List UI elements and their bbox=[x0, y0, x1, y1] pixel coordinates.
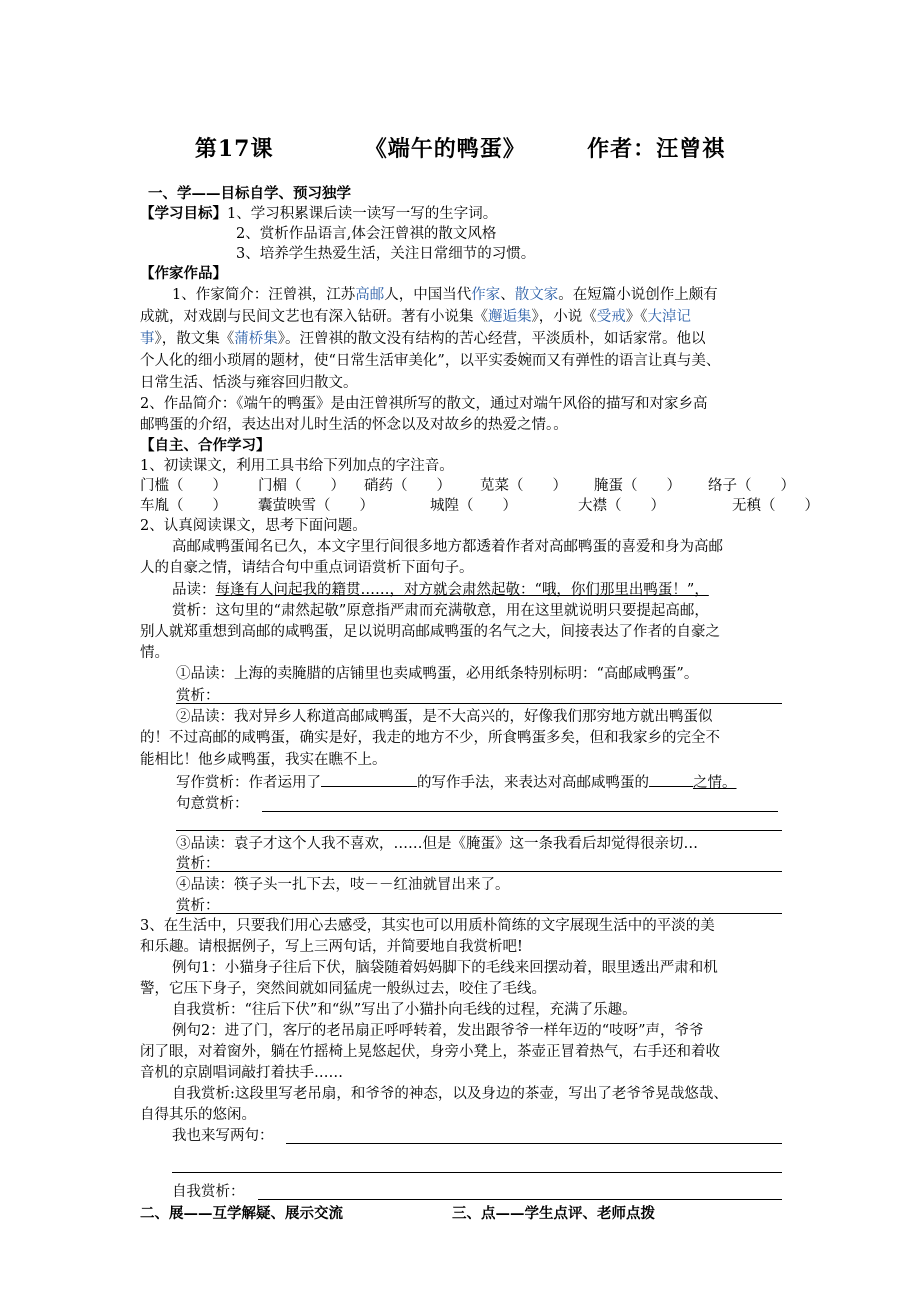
section1-heading: 一、学——目标自学、预习独学 bbox=[148, 185, 351, 202]
read-text: 每逢有人问起我的籍贯……，对方就会肃然起敬：“哦，你们那里出鸭蛋！”， bbox=[215, 582, 709, 598]
answer-label-4: 赏析： bbox=[176, 898, 220, 914]
example-2-line3: 音机的京剧唱词敲打着扶手…… bbox=[140, 1065, 343, 1081]
read-label: 品读： bbox=[172, 582, 216, 598]
example-2-line1: 例句2：进了门，客厅的老吊扇正呼呼转着，发出跟爷爷一样年迈的“吱呀”声，爷爷 bbox=[172, 1023, 704, 1039]
blank-feeling[interactable] bbox=[649, 772, 693, 787]
word-item: 门槛（ ） bbox=[140, 478, 227, 494]
bio-text: 》，小说《 bbox=[531, 309, 597, 325]
bio-text: 成就，对戏剧与民间文艺也有深入钻研。著有小说集《 bbox=[140, 309, 488, 325]
link-writer[interactable]: 作家 bbox=[471, 287, 501, 303]
bio-line1 bbox=[172, 285, 718, 305]
question-2-line1: ②品读：我对异乡人称道高邮咸鸭蛋，是不大高兴的，好像我们那穷地方就出鸭蛋似 bbox=[176, 709, 713, 725]
link-xiehou[interactable]: 邂逅集 bbox=[488, 309, 532, 325]
self-analysis-2-line1: 自我赏析:这段里写老吊扇，和爷爷的神态，以及身边的茶壶，写出了老爷爷晃哉悠哉、 bbox=[172, 1086, 728, 1102]
passage-line2: 人的自豪之情，请结合句中重点词语赏析下面句子。 bbox=[140, 560, 474, 576]
question-2-line3: 能相比！他乡咸鸭蛋，我实在瞧不上。 bbox=[140, 752, 387, 768]
section2-heading: 二、展——互学解疑、展示交流 bbox=[140, 1205, 343, 1222]
word-item: 车胤（ ） bbox=[140, 498, 227, 514]
word-item: 囊萤映雪（ ） bbox=[258, 498, 374, 514]
intro-line2: 邮鸭蛋的介绍，表达出对儿时生活的怀念以及对故乡的热爱之情。。 bbox=[140, 417, 568, 433]
my-sentence-label: 我也来写两句： bbox=[172, 1128, 274, 1144]
bio-line2 bbox=[140, 307, 691, 327]
question-1: ①品读：上海的卖腌腊的店铺里也卖咸鸭蛋，必用纸条特别标明：“高邮咸鸭蛋”。 bbox=[176, 666, 699, 682]
analysis-line2: 别人就郑重想到高邮的咸鸭蛋，足以说明高邮咸鸭蛋的名气之大，间接表达了作者的自豪之 bbox=[140, 624, 720, 640]
bio-line4: 个人化的细小琐屑的题材，使“日常生活审美化”，以平实委婉而又有弹性的语言让真与美、 bbox=[140, 353, 721, 369]
link-essayist[interactable]: 散文家 bbox=[514, 287, 559, 303]
bio-text: 人，中国当代 bbox=[384, 287, 472, 303]
link-gaoyou[interactable]: 高邮 bbox=[355, 287, 385, 303]
task-3-line2: 和乐趣。请根据例子，写上三两句话，并简要地自我赏析吧! bbox=[140, 939, 523, 955]
bio-text: 、 bbox=[500, 287, 515, 303]
goal-3: 3、培养学生热爱生活，关注日常细节的习惯。 bbox=[236, 246, 536, 262]
word-item: 腌蛋（ ） bbox=[594, 478, 681, 494]
answer-line-1[interactable] bbox=[176, 703, 782, 704]
link-shoujie[interactable]: 受戒 bbox=[596, 309, 626, 325]
writing-middle: 的写作手法，来表达对高邮咸鸭蛋的 bbox=[417, 775, 649, 791]
goal-2: 2、赏析作品语言,体会汪曾祺的散文风格 bbox=[236, 226, 497, 242]
writing-analysis bbox=[176, 772, 737, 793]
read-example bbox=[172, 580, 709, 600]
sentence-line-1[interactable] bbox=[262, 811, 778, 812]
bio-text: 》，散文集《 bbox=[154, 331, 235, 347]
my-analysis-label: 自我赏析： bbox=[172, 1184, 245, 1200]
word-item: 硝药（ ） bbox=[364, 478, 451, 494]
question-4: ④品读：筷子头一扎下去，吱－－红油就冒出来了。 bbox=[176, 877, 510, 893]
task-3-line1: 3、在生活中，只要我们用心去感受，其实也可以用质朴简练的文字展现生活中的平淡的美 bbox=[140, 918, 715, 934]
self-analysis-1: 自我赏析：“往后下伏”和“纵”写出了小猫扑向毛线的过程，充满了乐趣。 bbox=[172, 1002, 637, 1018]
link-danao-end[interactable]: 事 bbox=[140, 331, 155, 347]
bio-line3 bbox=[140, 329, 706, 349]
bio-text: 》《 bbox=[625, 309, 648, 325]
task-1: 1、初读课文，利用工具书给下列加点的字注音。 bbox=[140, 458, 454, 474]
my-analysis-line[interactable] bbox=[258, 1199, 782, 1200]
link-puqiao[interactable]: 蒲桥集 bbox=[234, 331, 278, 347]
example-1-line1: 例句1：小猫身子往后下伏，脑袋随着妈妈脚下的毛线来回摆动着，眼里透出严肃和机 bbox=[172, 960, 718, 976]
my-sentence-line-2[interactable] bbox=[172, 1172, 782, 1173]
word-item: 无稹（ ） bbox=[732, 498, 819, 514]
blank-technique[interactable] bbox=[321, 772, 417, 787]
writing-suffix: 之情。 bbox=[693, 775, 737, 791]
section3-heading: 三、点——学生点评、老师点拨 bbox=[452, 1205, 655, 1222]
word-item: 城隍（ ） bbox=[430, 498, 517, 514]
self-analysis-2-line2: 自得其乐的悠闲。 bbox=[140, 1107, 256, 1123]
lesson-number: 第17课 bbox=[194, 136, 274, 162]
analysis-line3: 情。 bbox=[140, 645, 169, 661]
answer-line-3[interactable] bbox=[176, 871, 782, 872]
link-danao[interactable]: 大淖记 bbox=[647, 309, 691, 325]
page-title bbox=[0, 132, 920, 163]
bio-line5: 日常生活、恬淡与雍容回归散文。 bbox=[140, 375, 358, 391]
study-label: 【自主、合作学习】 bbox=[140, 437, 271, 454]
word-item: 络子（ ） bbox=[708, 478, 795, 494]
intro-line1: 2、作品简介：《端午的鸭蛋》是由汪曾祺所写的散文，通过对端午风俗的描写和对家乡高 bbox=[140, 396, 708, 412]
writing-prefix: 写作赏析：作者运用了 bbox=[176, 775, 321, 791]
word-item: 苋菜（ ） bbox=[480, 478, 567, 494]
goals-label: 【学习目标】 bbox=[140, 205, 227, 222]
my-sentence-line-1[interactable] bbox=[286, 1143, 782, 1144]
sentence-line-2[interactable] bbox=[176, 830, 782, 831]
works-label: 【作家作品】 bbox=[140, 265, 227, 282]
word-item: 门楣（ ） bbox=[258, 478, 345, 494]
bio-text: 1、作家简介：汪曾祺，江苏 bbox=[172, 287, 356, 303]
sentence-label: 句意赏析： bbox=[176, 796, 249, 812]
question-2-line2: 的！不过高邮的咸鸭蛋，确实是好，我走的地方不少，所食鸭蛋多矣，但和我家乡的完全不 bbox=[140, 730, 720, 746]
task-2: 2、认真阅读课文，思考下面问题。 bbox=[140, 518, 367, 534]
answer-label-3: 赏析： bbox=[176, 856, 220, 872]
example-1-line2: 警，它压下身子，突然间就如同猛虎一般纵过去，咬住了毛线。 bbox=[140, 981, 546, 997]
bio-text: 。在短篇小说创作上颇有 bbox=[558, 287, 718, 303]
passage-line1: 高邮咸鸭蛋闻名已久，本文字里行间很多地方都透着作者对高邮鸭蛋的喜爱和身为高邮 bbox=[172, 539, 723, 555]
example-2-line2: 闭了眼，对着窗外，躺在竹摇椅上晃悠起伏，身旁小凳上，茶壶正冒着热气，右手还和着收 bbox=[140, 1044, 720, 1060]
answer-label-1: 赏析： bbox=[176, 688, 220, 704]
goal-1: 1、学习积累课后读一读写一写的生字词。 bbox=[227, 206, 498, 222]
bio-text: 》。汪曾祺的散文没有结构的苦心经营，平淡质朴，如话家常。他以 bbox=[277, 331, 706, 347]
work-title: 《端午的鸭蛋》 bbox=[364, 136, 526, 162]
answer-line-4[interactable] bbox=[176, 913, 782, 914]
goals-line1 bbox=[140, 204, 497, 224]
word-item: 大襟（ ） bbox=[578, 498, 665, 514]
question-3: ③品读：袁子才这个人我不喜欢，……但是《腌蛋》这一条我看后却觉得很亲切… bbox=[176, 836, 698, 852]
author-name: 作者：汪曾祺 bbox=[587, 136, 726, 162]
analysis-line1: 赏析：这句里的“肃然起敬”原意指严肃而充满敬意，用在这里就说明只要提起高邮， bbox=[172, 603, 709, 619]
